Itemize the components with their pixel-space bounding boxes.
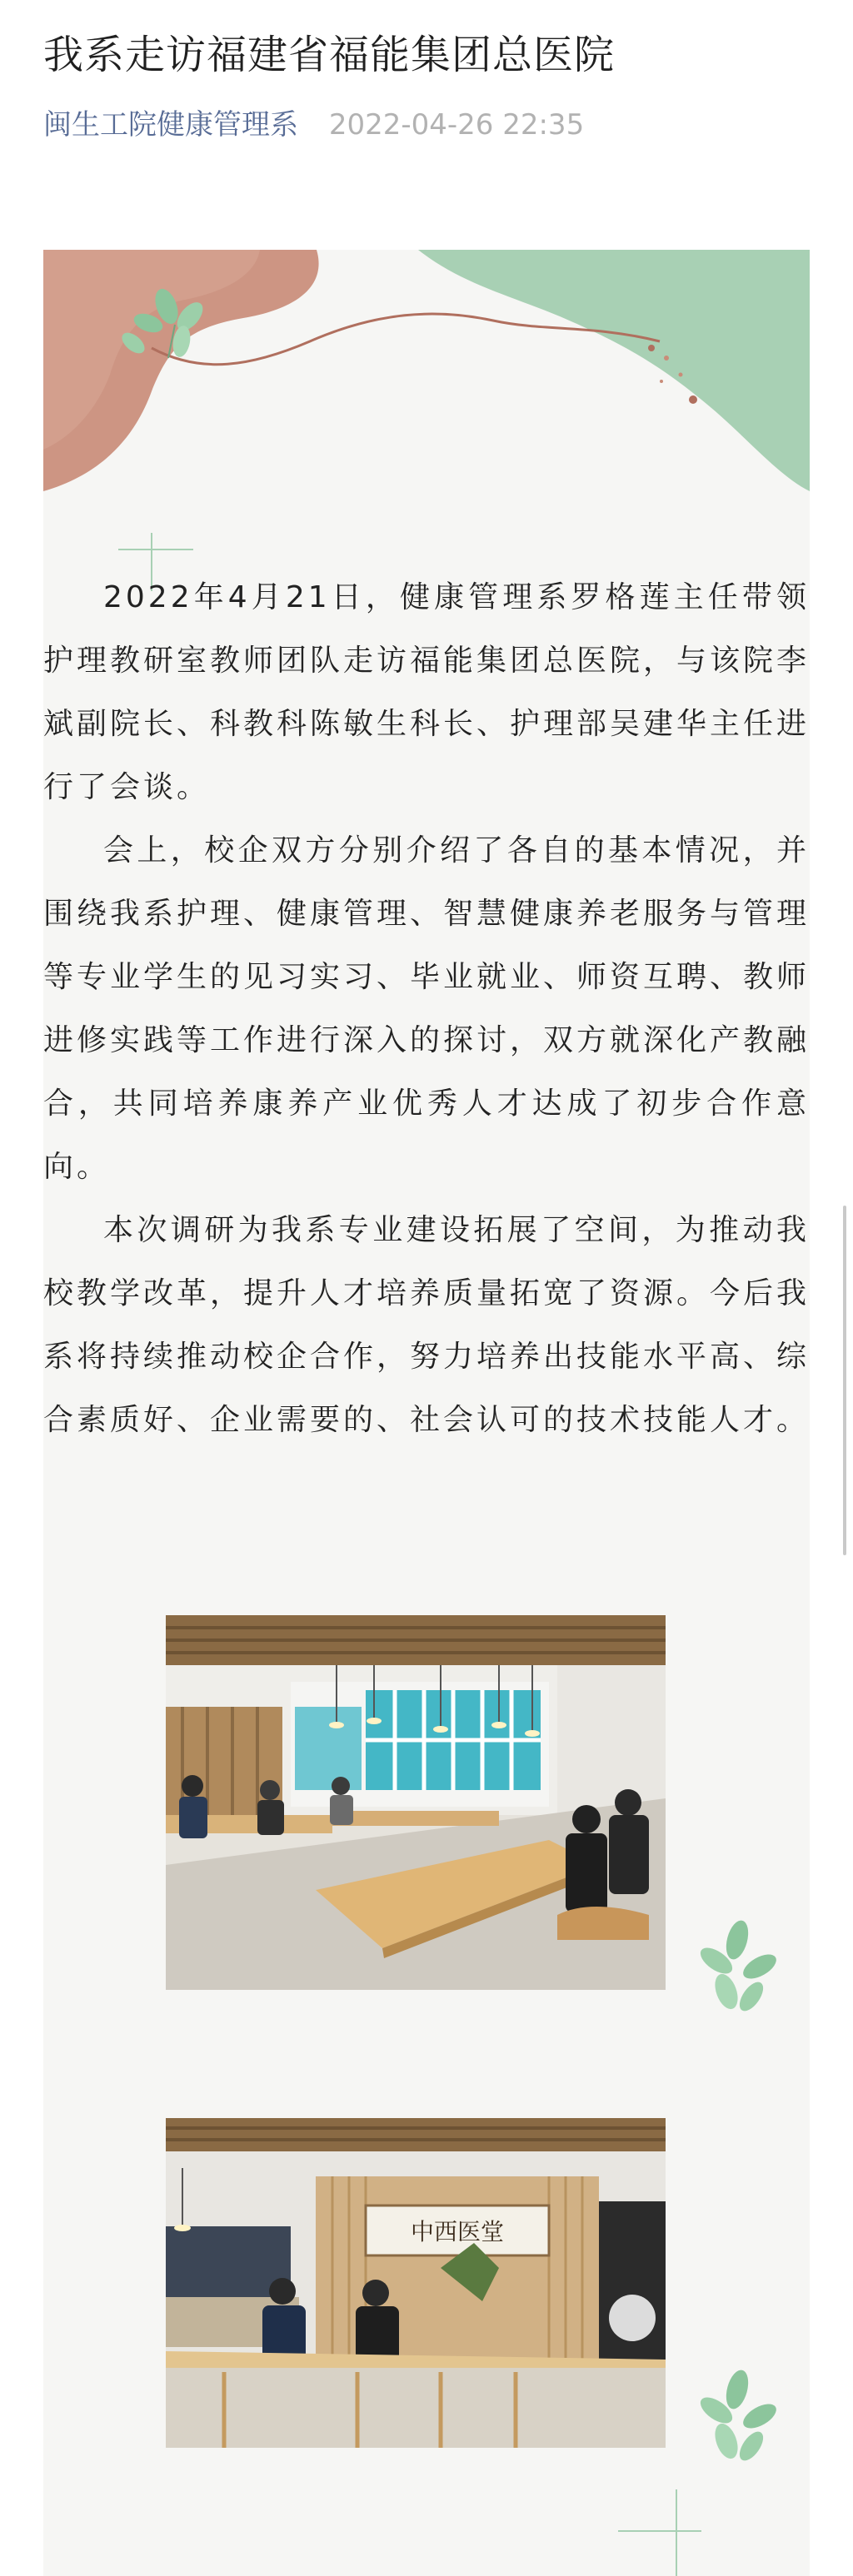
page-scrollbar[interactable] bbox=[843, 1206, 846, 1555]
meeting-photo-1[interactable] bbox=[166, 1615, 666, 1990]
leaf-decoration-icon bbox=[691, 1915, 783, 2023]
paragraph: 2022年4月21日，健康管理系罗格莲主任带领护理教研室教师团队走访福能集团总医院，与该院李斌副院长、科教科陈敏生科长、护理部吴建华主任进行了会谈。 bbox=[43, 580, 810, 804]
calligraphy-scroll: 中西医堂 bbox=[410, 2218, 505, 2245]
article-content-card bbox=[43, 250, 810, 2576]
article-header bbox=[43, 25, 826, 143]
crosshair-decoration-icon bbox=[43, 2464, 810, 2576]
meeting-photo-2-image bbox=[166, 2118, 666, 2448]
meeting-photo-2[interactable] bbox=[166, 2118, 666, 2448]
green-blob bbox=[418, 250, 810, 491]
meeting-photo-1-image bbox=[166, 1615, 666, 1990]
article-meta bbox=[43, 107, 826, 143]
paragraph: 会上，校企双方分别介绍了各自的基本情况，并围绕我系护理、健康管理、智慧健康养老服务与管理等专业学生的见习实习、毕业就业、师资互聘、教师进修实践等工作进行深入的探讨，双方就深化产教融合，共同培养康养产业优秀人才达成了初步合作意向。 bbox=[43, 833, 810, 1184]
article-body bbox=[43, 566, 810, 1452]
leaf-decoration-icon bbox=[691, 2365, 783, 2473]
paragraph: 本次调研为我系专业建设拓展了空间，为推动我校教学改革，提升人才培养质量拓宽了资源。今后我系将持续推动校企合作，努力培养出技能水平高、综合素质好、企业需要的、社会认可的技术技能人才。 bbox=[43, 1213, 810, 1437]
header-decoration bbox=[43, 250, 810, 500]
account-name-link[interactable]: 闽生工院健康管理系 bbox=[43, 108, 298, 142]
article-title: 我系走访福建省福能集团总医院 bbox=[43, 32, 616, 78]
publish-date: 2022-04-26 22:35 bbox=[328, 108, 585, 142]
